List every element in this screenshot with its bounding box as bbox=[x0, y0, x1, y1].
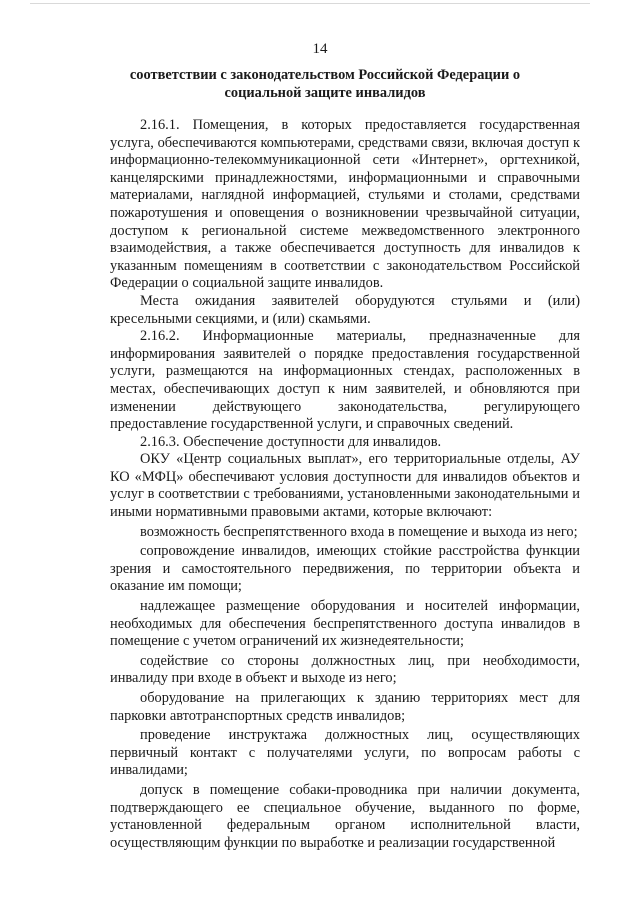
section-heading: соответствии с законодательством Российской Федерации о социальной защите инвалидов bbox=[129, 67, 521, 101]
paragraph-2-16-1: 2.16.1. Помещения, в которых предоставляется государственная услуга, обеспечиваются компьютерами, средствами связи, включая доступ к информационно-телекоммуникационной сети «Интернет», оргтехникой, канцелярскими принадлежностями, информационными и справочными материалами, наглядной информацией, стульями и столами, средствами пожаротушения и оповещения о возникновении чрезвычайной ситуации, доступом к региональной системе межведомственного электронного взаимодействия, а также обеспечивается доступность для инвалидов к указанным помещениям в соответствии с законодательством Российской Федерации о социальной защите инвалидов. bbox=[110, 117, 580, 292]
page-number: 14 bbox=[312, 41, 328, 57]
list-item: допуск в помещение собаки-проводника при наличии документа, подтверждающего ее специальное обучение, выданного по форме, установленной федеральным органом исполнительной власти, осуществляющим функции по выработке и реализации государственной bbox=[110, 781, 580, 851]
list-item: сопровождение инвалидов, имеющих стойкие расстройства функции зрения и самостоятельного передвижения, по территории объекта и оказание им помощи; bbox=[110, 543, 580, 595]
paragraph-2-16-2: 2.16.2. Информационные материалы, предназначенные для информирования заявителей о порядке предоставления государственной услуги, размещаются на информационных стендах, расположенных в местах, обеспечивающих доступ к ним заявителей, и обновляются при изменении действующего законодательства, регулирующего предоставление государственной услуги, и справочных сведений. bbox=[110, 328, 580, 433]
list-item: оборудование на прилегающих к зданию территориях мест для парковки автотранспортных средств инвалидов; bbox=[110, 690, 580, 724]
body-text bbox=[110, 117, 580, 852]
paragraph-waiting-places: Места ожидания заявителей оборудуются стульями и (или) кресельными секциями, и (или) скамьями. bbox=[110, 292, 580, 327]
top-edge-line bbox=[30, 3, 590, 4]
list-item: возможность беспрепятственного входа в помещение и выхода из него; bbox=[140, 523, 578, 540]
list-item: содействие со стороны должностных лиц, при необходимости, инвалиду при входе в объект и выходе из него; bbox=[110, 652, 580, 687]
list-item: надлежащее размещение оборудования и носителей информации, необходимых для обеспечения беспрепятственного доступа инвалидов в помещение с учетом ограничений их жизнедеятельности; bbox=[110, 598, 580, 650]
paragraph-2-16-3: 2.16.3. Обеспечение доступности для инвалидов. bbox=[140, 433, 442, 450]
paragraph-oku-conditions: ОКУ «Центр социальных выплат», его территориальные отделы, АУ КО «МФЦ» обеспечивают условия доступности для инвалидов объектов и услуг в соответствии с требованиями, установленными законодательными и иными нормативными правовыми актами, которые включают: bbox=[110, 451, 580, 521]
list-item: проведение инструктажа должностных лиц, осуществляющих первичный контакт с получателями услуги, по вопросам работы с инвалидами; bbox=[110, 727, 580, 779]
